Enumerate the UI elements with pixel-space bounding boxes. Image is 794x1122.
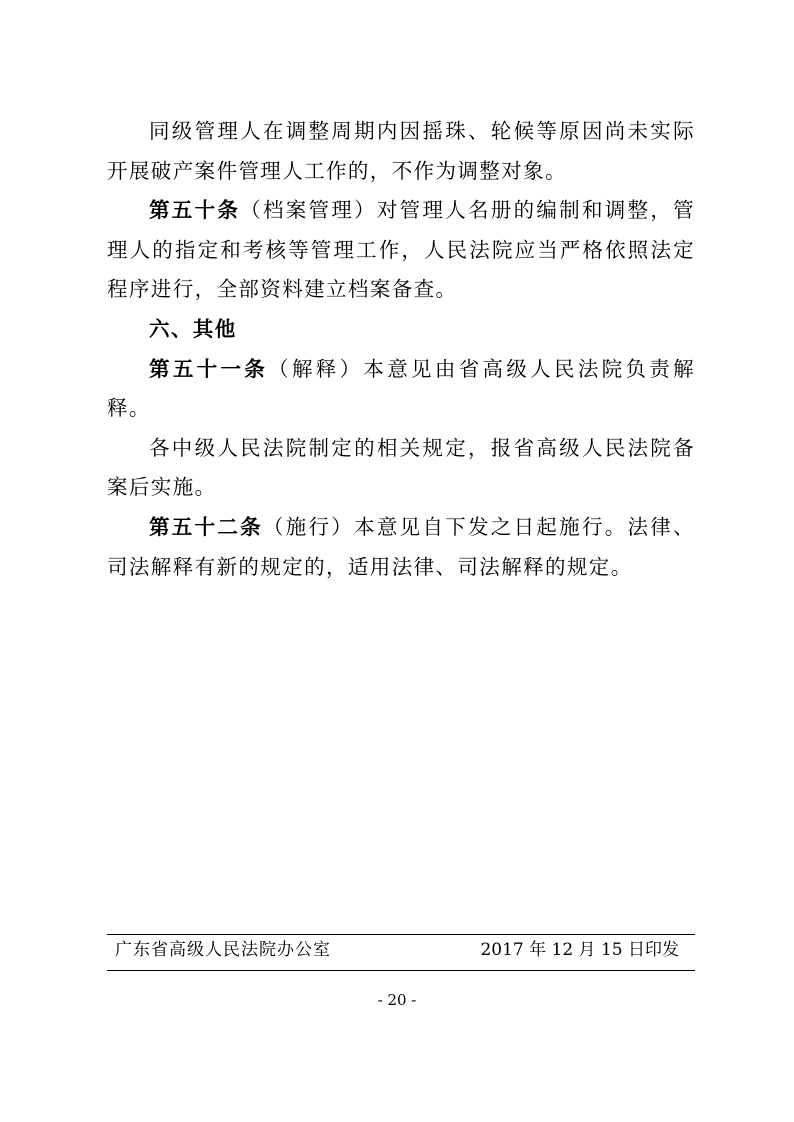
article-51-text: （解释）本意见由省高级人民法院负责解释。 bbox=[107, 356, 696, 421]
document-body bbox=[107, 112, 695, 587]
article-51-title: 第五十一条 bbox=[149, 356, 269, 381]
article-51 bbox=[107, 350, 695, 429]
section-6-heading: 六、其他 bbox=[149, 316, 237, 341]
paragraph-filing bbox=[107, 429, 695, 508]
article-50-title: 第五十条 bbox=[149, 198, 241, 223]
footer-bottom-rule bbox=[107, 970, 695, 971]
paragraph-text: 各中级人民法院制定的相关规定，报省高级人民法院备案后实施。 bbox=[107, 435, 695, 500]
article-50 bbox=[107, 191, 695, 310]
issue-date: 2017 年 12 月 15 日印发 bbox=[480, 940, 679, 960]
article-52-title: 第五十二条 bbox=[149, 514, 263, 539]
article-52-text: （施行）本意见自下发之日起施行。法律、司法解释有新的规定的，适用法律、司法解释的规定。 bbox=[107, 514, 695, 579]
article-50-text: （档案管理）对管理人名册的编制和调整，管理人的指定和考核等管理工作，人民法院应当严格依照法定程序进行，全部资料建立档案备查。 bbox=[107, 198, 695, 302]
footer-issuance-row bbox=[107, 937, 695, 963]
page-number: - 20 - bbox=[377, 991, 417, 1009]
paragraph-text: 同级管理人在调整周期内因摇珠、轮候等原因尚未实际开展破产案件管理人工作的，不作为调整对象。 bbox=[107, 119, 695, 183]
paragraph-adjustment-exclusion bbox=[107, 112, 695, 191]
footer-top-rule bbox=[107, 934, 695, 935]
article-52 bbox=[107, 508, 695, 587]
issuer-name: 广东省高级人民法院办公室 bbox=[115, 940, 331, 960]
